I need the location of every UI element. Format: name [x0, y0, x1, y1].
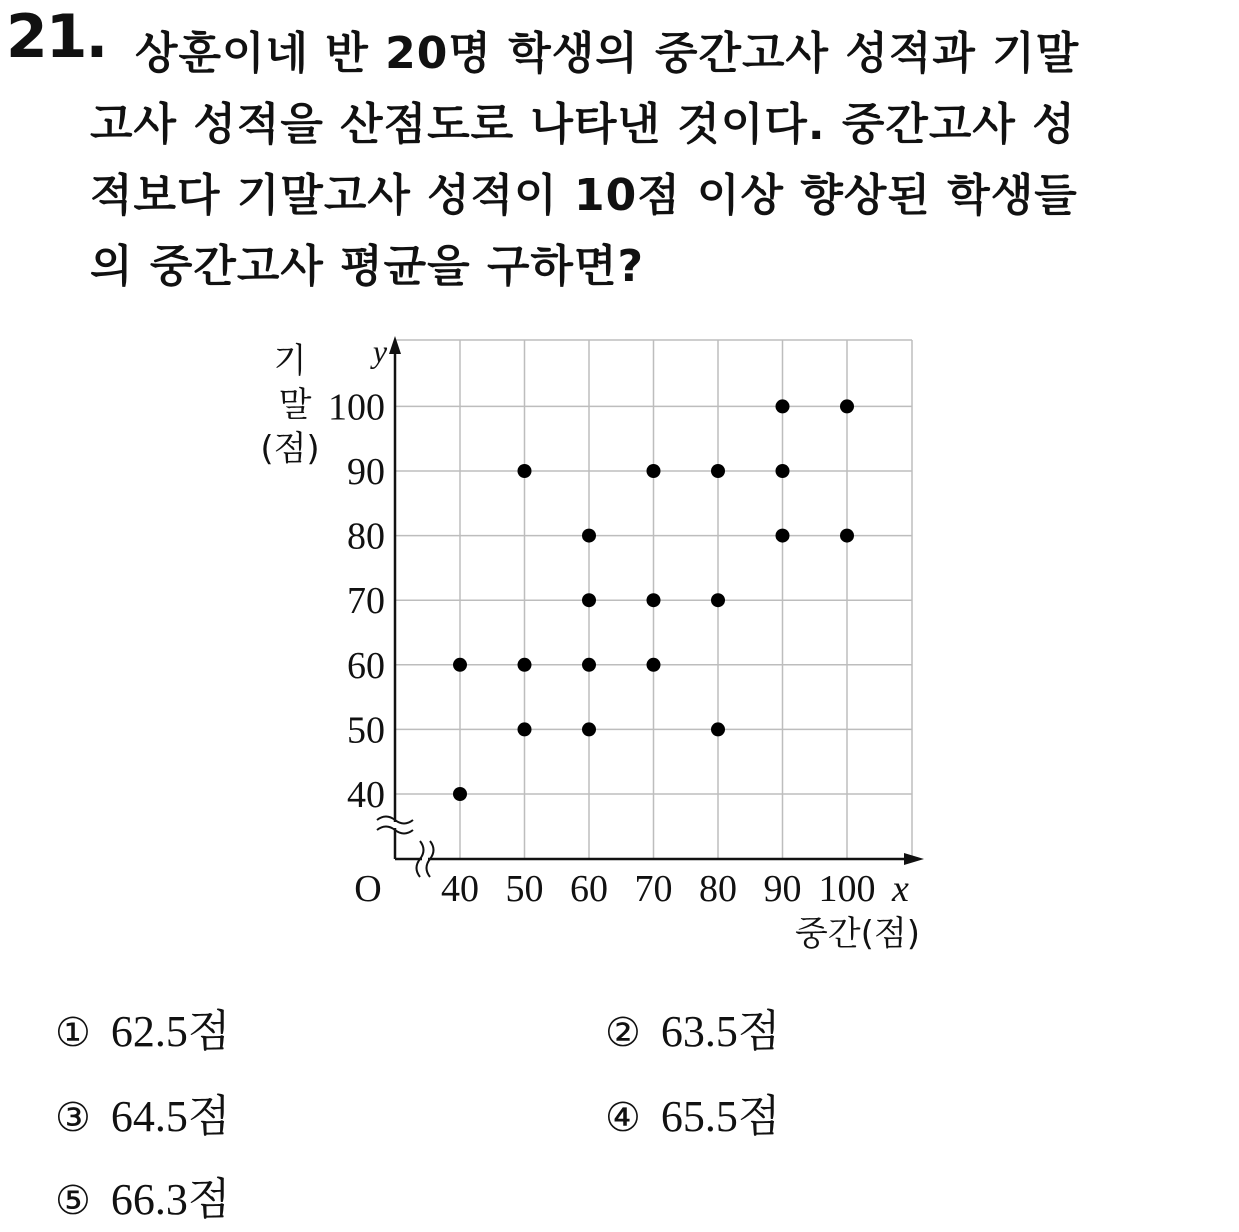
question-number: 21. [6, 2, 107, 72]
choice-2-mark: ② [605, 1010, 641, 1056]
data-point-6 [582, 722, 596, 736]
data-point-3 [518, 722, 532, 736]
x-tick-label-50: 50 [505, 868, 544, 910]
choice-4-mark: ④ [605, 1095, 641, 1141]
y-tick-label-50: 50 [347, 709, 385, 752]
choice-3-mark: ③ [55, 1095, 91, 1141]
choice-4-text: 65.5점 [660, 1092, 781, 1141]
y-tick-label-100: 100 [328, 386, 385, 429]
question-line-4: 의 중간고사 평균을 구하면? [90, 241, 645, 292]
y-axis-arrow [389, 336, 401, 354]
y-tick-label-90: 90 [347, 451, 385, 493]
x-axis-arrow [904, 853, 924, 865]
y-axis-title-1: 기 [273, 341, 307, 381]
scatter-plot [250, 330, 930, 960]
data-point-18 [776, 399, 790, 413]
y-axis-title-2: 말 [278, 385, 312, 425]
y-variable-label: y [372, 333, 388, 369]
origin-label: O [354, 868, 382, 910]
choice-5-mark: ⑤ [55, 1178, 91, 1224]
data-point-5 [518, 464, 532, 478]
data-point-10 [647, 658, 661, 672]
question-line-1: 상훈이네 반 20명 학생의 중간고사 성적과 기말 [135, 28, 1080, 79]
x-tick-label-70: 70 [634, 868, 673, 910]
choice-2-text: 63.5점 [660, 1007, 781, 1056]
choice-4[interactable] [605, 1080, 780, 1144]
x-tick-label-100: 100 [818, 868, 876, 910]
data-point-1 [453, 787, 467, 801]
choice-1-text: 62.5점 [110, 1007, 231, 1056]
y-tick-label-80: 80 [347, 515, 385, 558]
data-point-19 [840, 529, 854, 543]
choice-2[interactable] [605, 995, 780, 1059]
x-tick-label-60: 60 [570, 868, 608, 910]
data-point-11 [647, 593, 661, 607]
x-tick-label-80: 80 [699, 868, 737, 910]
data-point-4 [518, 658, 532, 672]
data-point-13 [711, 722, 725, 736]
choice-3[interactable] [55, 1080, 230, 1144]
data-point-2 [453, 658, 467, 672]
data-point-8 [582, 593, 596, 607]
choice-1-mark: ① [55, 1010, 91, 1056]
data-point-15 [711, 464, 725, 478]
y-axis-title-3: (점) [260, 429, 320, 469]
data-point-14 [711, 593, 725, 607]
question-line-2: 고사 성적을 산점도로 나타낸 것이다. 중간고사 성 [90, 99, 1076, 150]
choice-5[interactable] [55, 1163, 230, 1227]
choice-1[interactable] [55, 995, 230, 1059]
x-tick-label-90: 90 [763, 868, 802, 910]
data-point-7 [582, 658, 596, 672]
y-tick-label-40: 40 [347, 774, 385, 816]
data-point-16 [776, 529, 790, 543]
data-point-17 [776, 464, 790, 478]
x-variable-label: x [892, 868, 909, 910]
choice-3-text: 64.5점 [110, 1092, 231, 1141]
data-point-12 [647, 464, 661, 478]
data-point-9 [582, 529, 596, 543]
question-line-3: 적보다 기말고사 성적이 10점 이상 향상된 학생들 [90, 170, 1078, 221]
question-text [90, 18, 1150, 302]
x-axis-title: 중간(점) [794, 914, 920, 954]
y-tick-label-60: 60 [347, 644, 385, 687]
data-point-20 [840, 399, 854, 413]
x-tick-label-40: 40 [441, 868, 479, 910]
choice-5-text: 66.3점 [110, 1175, 231, 1224]
y-tick-label-70: 70 [347, 580, 385, 623]
